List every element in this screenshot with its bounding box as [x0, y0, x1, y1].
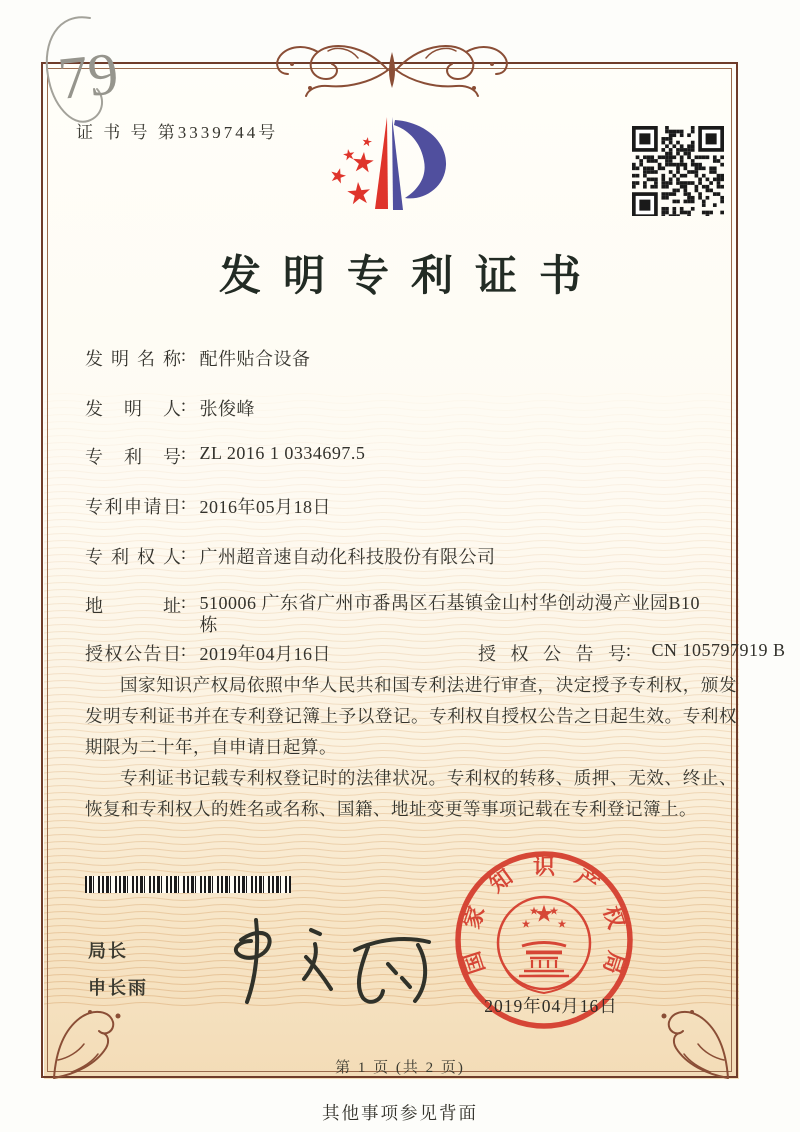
- field-value: 张俊峰: [199, 399, 256, 419]
- body-paragraph-1: 国家知识产权局依照中华人民共和国专利法进行审查，决定授予专利权，颁发发明专利证书并在专利登记簿上予以登记。专利权自授权公告之日起生效。专利权期限为二十年，自申请日起算。: [85, 675, 737, 757]
- commissioner-name: 申长雨: [88, 978, 148, 998]
- logo-p-bowl: [394, 120, 446, 198]
- handwritten-number: 79: [54, 40, 122, 112]
- field-value: 2019年04月16日: [199, 644, 332, 664]
- svg-text:家: 家: [458, 902, 490, 932]
- field-label: 专利申请日: [85, 497, 181, 517]
- field-value: 广州超音速自动化科技股份有限公司: [199, 547, 496, 567]
- field-label: 专利号: [85, 447, 181, 467]
- svg-text:权: 权: [598, 902, 630, 932]
- field-value: 配件贴合设备: [199, 349, 311, 369]
- field-label: 专利权人: [85, 547, 181, 567]
- field-grant-number: 授权公告号: CN 105797919 B: [478, 640, 786, 664]
- legal-text: [85, 670, 737, 825]
- svg-text:局: 局: [598, 948, 630, 978]
- qr-code: [632, 126, 724, 216]
- barcode: [85, 876, 291, 893]
- field-row-patentee: 专利权人: 广州超音速自动化科技股份有限公司: [85, 543, 496, 567]
- handwritten-mark: [28, 4, 148, 134]
- field-value: ZL 2016 1 0334697.5: [199, 443, 366, 463]
- certificate-number: 证 书 号 第3339744号: [76, 123, 279, 142]
- field-label: 授权公告日: [85, 644, 181, 664]
- svg-text:知: 知: [484, 863, 518, 898]
- commissioner-signature: [205, 908, 465, 1008]
- field-value: CN 105797919 B: [651, 640, 786, 660]
- field-row-address: 地址: 510006 广东省广州市番禺区石基镇金山村华创动漫产业园B10栋: [85, 592, 705, 636]
- document-title: 发明专利证书: [218, 254, 603, 300]
- field-label: 授权公告号: [478, 644, 626, 664]
- field-value: 510006 广东省广州市番禺区石基镇金山村华创动漫产业园B10栋: [199, 593, 701, 635]
- field-row-invention-name: 发明名称: 配件贴合设备: [85, 345, 311, 369]
- logo-red-wedge: [375, 117, 388, 209]
- field-row-patent-number: 专利号: ZL 2016 1 0334697.5: [85, 443, 366, 467]
- seal-date: 2019年04月16日: [484, 996, 618, 1016]
- field-row-grant: 授权公告日: 2019年04月16日 授权公告号: CN 105797919 B: [85, 640, 786, 664]
- top-ornament: [262, 36, 522, 100]
- svg-text:识: 识: [532, 854, 556, 880]
- field-value: 2016年05月18日: [199, 497, 332, 517]
- page-number: 第 1 页 (共 2 页): [335, 1060, 465, 1076]
- field-label: 发明人: [85, 399, 181, 419]
- field-row-filing-date: 专利申请日: 2016年05月18日: [85, 493, 332, 517]
- logo-stars: [331, 137, 373, 204]
- svg-text:国: 国: [458, 948, 490, 978]
- field-row-inventor: 发明人: 张俊峰: [85, 395, 256, 419]
- logo-blue-wedge: [392, 117, 403, 210]
- back-note: 其他事项参见背面: [322, 1103, 478, 1123]
- body-paragraph-2: 专利证书记载专利权登记时的法律状况。专利权的转移、质押、无效、终止、恢复和专利权人的姓名或名称、国籍、地址变更等事项记载在专利登记簿上。: [85, 768, 737, 819]
- field-label: 地址: [85, 596, 181, 616]
- svg-text:产: 产: [570, 863, 604, 898]
- commissioner-title: 局长: [88, 941, 128, 961]
- field-label: 发明名称: [85, 349, 181, 369]
- cnipa-logo: [325, 110, 475, 240]
- national-emblem: [498, 897, 590, 993]
